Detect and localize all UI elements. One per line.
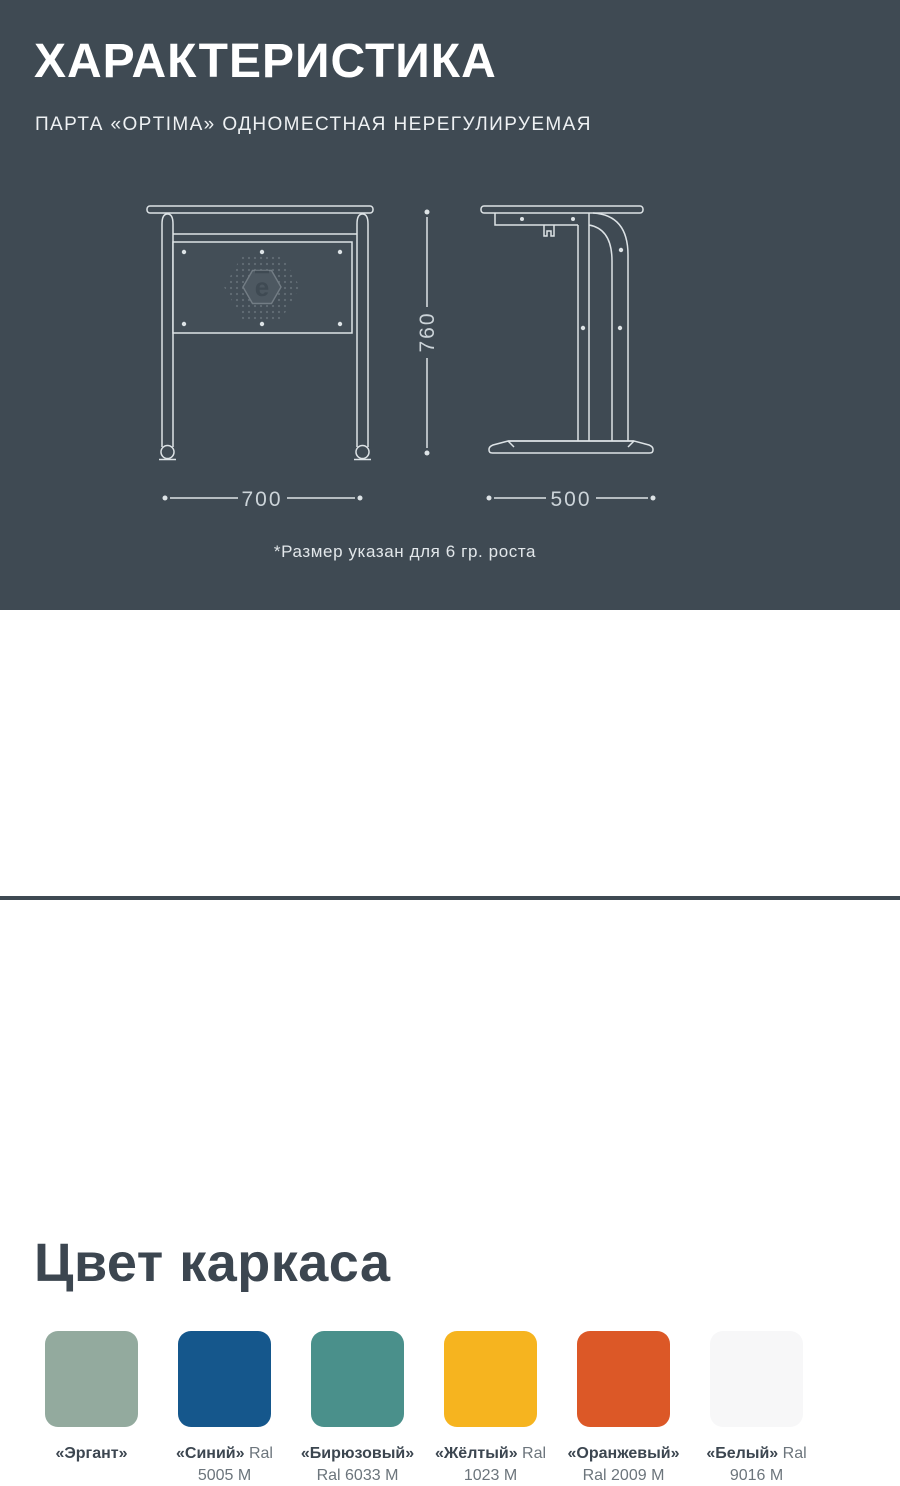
- colors-heading: Цвет каркаса: [34, 1233, 391, 1293]
- product-subtitle: ПАРТА «OPTIMA» ОДНОМЕСТНАЯ НЕРЕГУЛИРУЕМАЯ: [35, 114, 592, 135]
- color-swatch-item: [178, 1331, 271, 1486]
- color-swatch[interactable]: [577, 1331, 670, 1427]
- page-title: ХАРАКТЕРИСТИКА: [34, 35, 497, 88]
- color-swatch-label: «Жёлтый» Ral 1023 M: [434, 1445, 547, 1484]
- color-swatch[interactable]: [710, 1331, 803, 1427]
- side-bolts: [581, 248, 623, 330]
- front-right-glide: [356, 446, 369, 459]
- side-apron: [495, 213, 578, 225]
- front-view-drawing: [147, 206, 373, 511]
- height-dimension-label: 760: [416, 311, 439, 353]
- width-dimension-label: 700: [241, 488, 283, 511]
- side-base-foot: [489, 441, 653, 453]
- bottom-divider: [0, 896, 900, 900]
- height-dimension: [416, 210, 439, 456]
- side-leg-inner: [589, 225, 612, 441]
- color-swatch-label: «Оранжевый» Ral 2009 M: [567, 1445, 680, 1484]
- characteristics-section: [0, 0, 900, 610]
- front-left-leg: [162, 214, 173, 447]
- logo-letter: e: [254, 272, 270, 302]
- side-apron-bolts: [520, 217, 575, 221]
- bag-hook: [544, 225, 554, 236]
- frame-color-section: [0, 610, 900, 1484]
- side-tabletop: [481, 206, 643, 213]
- color-swatch-item: [300, 1331, 415, 1486]
- color-swatch-item: [567, 1331, 680, 1486]
- color-swatch-label: «Бирюзовый» Ral 6033 M: [300, 1445, 415, 1484]
- color-swatch-item: [45, 1331, 138, 1486]
- front-right-leg: [357, 214, 368, 447]
- desk-technical-drawing: [0, 195, 900, 525]
- color-swatch[interactable]: [45, 1331, 138, 1427]
- color-swatch-label: «Эргант»: [55, 1445, 128, 1462]
- color-swatch-item: [434, 1331, 547, 1486]
- width-dimension: [163, 488, 363, 511]
- color-swatch[interactable]: [444, 1331, 537, 1427]
- color-swatch-row: [45, 1331, 807, 1486]
- color-swatch-label: «Синий» Ral 5005 M: [176, 1445, 273, 1484]
- color-swatch-label: «Белый» Ral 9016 M: [706, 1445, 807, 1484]
- front-tabletop: [147, 206, 373, 213]
- depth-dimension-label: 500: [550, 488, 592, 511]
- size-note: *Размер указан для 6 гр. роста: [273, 542, 537, 561]
- color-swatch[interactable]: [311, 1331, 404, 1427]
- front-left-glide: [161, 446, 174, 459]
- depth-dimension: [487, 488, 656, 511]
- color-swatch-item: [706, 1331, 807, 1486]
- color-swatch[interactable]: [178, 1331, 271, 1427]
- side-view-drawing: [481, 206, 656, 511]
